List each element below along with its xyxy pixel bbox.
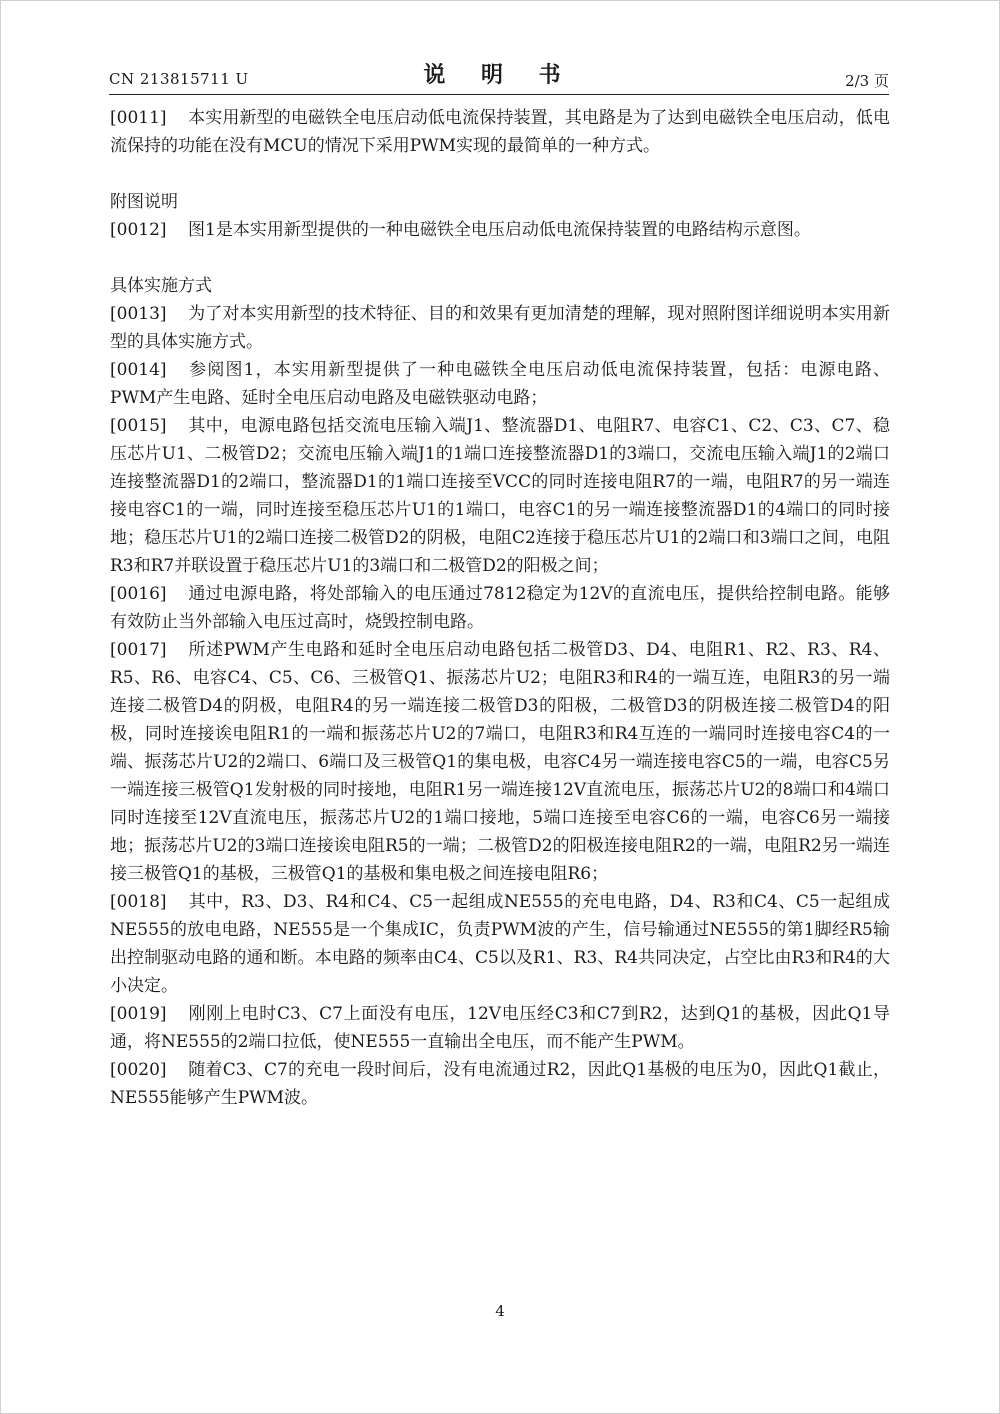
paragraph-text: 通过电源电路，将处部输入的电压通过7812稳定为12V的直流电压，提供给控制电路。能够有效防止当外部输入电压过高时，烧毁控制电路。 — [110, 584, 890, 632]
patent-number: CN 213815711 U — [109, 70, 249, 88]
paragraph-text: 本实用新型的电磁铁全电压启动低电流保持装置，其电路是为了达到电磁铁全电压启动，低电流保持的功能在没有MCU的情况下采用PWM实现的最简单的一种方式。 — [110, 108, 890, 156]
section-heading-embodiment: 具体实施方式 — [110, 276, 212, 296]
paragraph-0015 — [110, 412, 890, 580]
paragraph-text: 刚刚上电时C3、C7上面没有电压，12V电压经C3和C7到R2，达到Q1的基极，因此Q1导通，将NE555的2端口拉低，使NE555一直输出全电压，而不能产生PWM。 — [110, 1004, 890, 1052]
paragraph-tag: [0019] — [110, 1004, 167, 1024]
paragraph-0012 — [110, 216, 890, 244]
paragraph-text: 随着C3、C7的充电一段时间后，没有电流通过R2，因此Q1基极的电压为0，因此Q1截止，NE555能够产生PWM波。 — [110, 1060, 890, 1108]
paragraph-0019 — [110, 1000, 890, 1056]
paragraph-0017 — [110, 636, 890, 888]
paragraph-tag: [0015] — [110, 416, 167, 436]
paragraph-tag: [0016] — [110, 584, 167, 604]
header-divider — [109, 94, 889, 95]
document-title: 说 明 书 — [423, 62, 575, 88]
paragraph-text: 为了对本实用新型的技术特征、目的和效果有更加清楚的理解，现对照附图详细说明本实用新型的具体实施方式。 — [110, 304, 890, 352]
paragraph-tag: [0020] — [110, 1060, 167, 1080]
section-heading-figures: 附图说明 — [110, 192, 178, 212]
paragraph-text: 其中，R3、D3、R4和C4、C5一起组成NE555的充电电路，D4、R3和C4、C5一起组成NE555的放电电路，NE555是一个集成IC，负责PWM波的产生，信号输通过NE555的第1脚经R5输出控制驱动电路的通和断。本电路的频率由C4、C5以及R1、R3、R4共同决定，占空比由R3和R4的大小决定。 — [110, 892, 890, 996]
paragraph-0020 — [110, 1056, 890, 1112]
paragraph-text: 所述PWM产生电路和延时全电压启动电路包括二极管D3、D4、电阻R1、R2、R3、R4、R5、R6、电容C4、C5、C6、三极管Q1、振荡芯片U2；电阻R3和R4的一端互连，电阻R3的另一端连接二极管D4的阴极，电阻R4的另一端连接二极管D3的阳极，二极管D3的阴极连接二极管D4的阳极，同时连接诶电阻R1的一端和振荡芯片U2的7端口，电阻R3和R4互连的一端同时连接电容C4的一端、振荡芯片U2的2端口、6端口及三极管Q1的集电极，电容C4另一端连接电容C5的一端，电容C5另一端连接三极管Q1发射极的同时接地，电阻R1另一端连接12V直流电压，振荡芯片U2的8端口和4端口同时连接至12V直流电压，振荡芯片U2的1端口接地，5端口连接至电容C6的一端，电容C6另一端接地；振荡芯片U2的3端口连接诶电阻R5的一端；二极管D2的阳极连接电阻R2的一端，电阻R2另一端连接三极管Q1的基极，三极管Q1的基极和集电极之间连接电阻R6； — [110, 640, 890, 884]
paragraph-0018 — [110, 888, 890, 1000]
page-ratio: 2/3 页 — [845, 72, 889, 90]
paragraph-tag: [0017] — [110, 640, 167, 660]
document-body — [110, 104, 890, 1112]
paragraph-0011 — [110, 104, 890, 160]
page-number: 4 — [495, 1302, 505, 1320]
paragraph-text: 图1是本实用新型提供的一种电磁铁全电压启动低电流保持装置的电路结构示意图。 — [188, 220, 811, 240]
paragraph-text: 其中，电源电路包括交流电压输入端J1、整流器D1、电阻R7、电容C1、C2、C3、C7、稳压芯片U1、二极管D2；交流电压输入端J1的1端口连接整流器D1的3端口，交流电压输入端J1的2端口连接整流器D1的2端口，整流器D1的1端口连接至VCC的同时连接电阻R7的一端，电阻R7的另一端连接电容C1的一端，同时连接至稳压芯片U1的1端口，电容C1的另一端连接整流器D1的4端口的同时接地；稳压芯片U1的2端口连接二极管D2的阴极，电阻C2连接于稳压芯片U1的2端口和3端口之间，电阻R3和R7并联设置于稳压芯片U1的3端口和二极管D2的阳极之间； — [110, 416, 890, 576]
paragraph-0014 — [110, 356, 890, 412]
paragraph-tag: [0014] — [110, 360, 167, 380]
paragraph-tag: [0011] — [110, 108, 167, 128]
paragraph-tag: [0012] — [110, 220, 167, 240]
page-header — [109, 58, 889, 92]
paragraph-tag: [0018] — [110, 892, 167, 912]
paragraph-0013 — [110, 300, 890, 356]
paragraph-text: 参阅图1，本实用新型提供了一种电磁铁全电压启动低电流保持装置，包括：电源电路、PWM产生电路、延时全电压启动电路及电磁铁驱动电路； — [110, 360, 890, 408]
paragraph-0016 — [110, 580, 890, 636]
paragraph-tag: [0013] — [110, 304, 167, 324]
